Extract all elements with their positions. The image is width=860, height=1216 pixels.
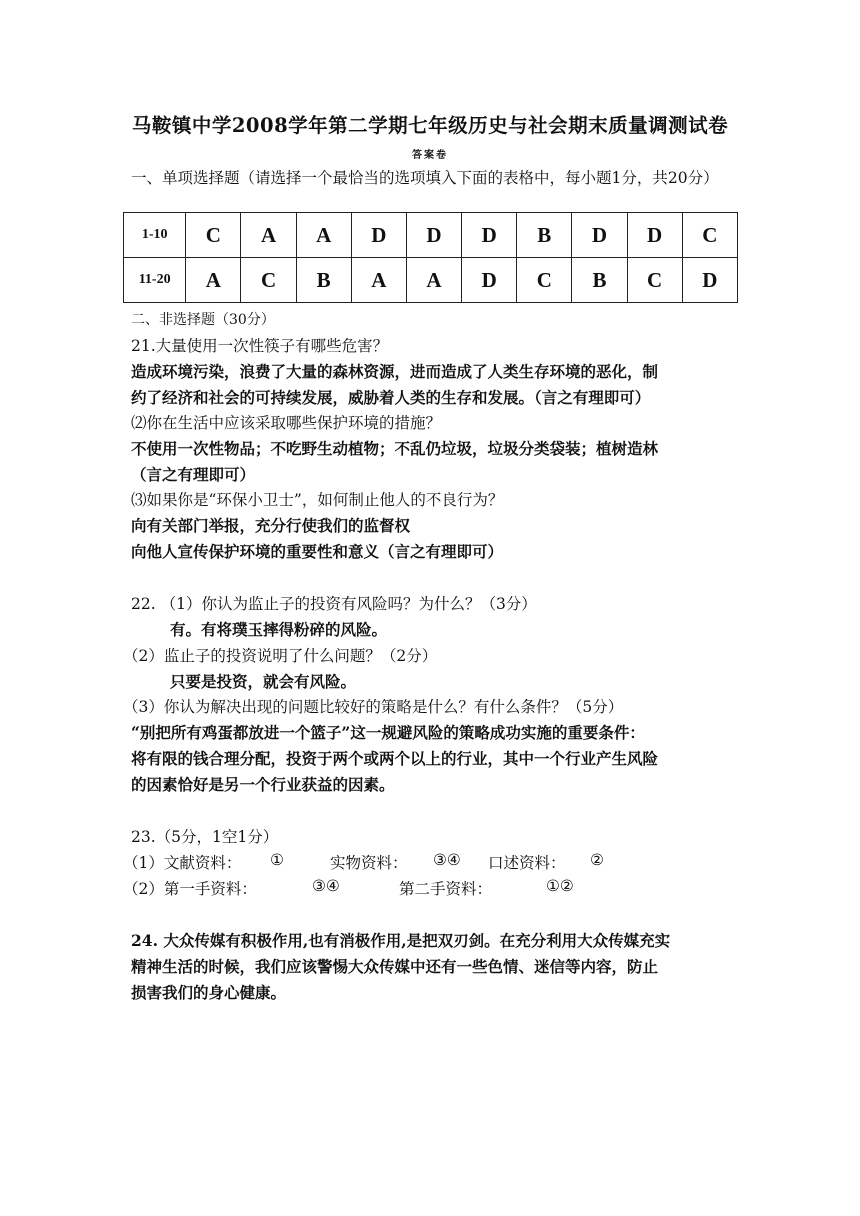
row-label: 11-20 bbox=[124, 258, 186, 303]
answer-cell: C bbox=[241, 258, 296, 303]
q23-row1-value3: ② bbox=[590, 851, 604, 869]
q21-question-2: ⑵你在生活中应该采取哪些保护环境的措施？ bbox=[131, 414, 442, 432]
answer-cell: A bbox=[241, 213, 296, 258]
answer-cell: A bbox=[406, 258, 461, 303]
q22-question-2: （2）监止子的投资说明了什么问题？（2分） bbox=[123, 647, 438, 665]
q21-question-3: ⑶如果你是“环保小卫士”，如何制止他人的不良行为？ bbox=[131, 491, 504, 509]
q23-row1-label3: 口述资料： bbox=[488, 854, 566, 872]
answer-cell: D bbox=[682, 258, 737, 303]
q22-answer-1: 有。有将璞玉摔得粉碎的风险。 bbox=[170, 620, 388, 639]
section1-heading: 一、单项选择题（请选择一个最恰当的选项填入下面的表格中，每小题1分，共20分） bbox=[131, 169, 719, 187]
q23-row1-value2: ③④ bbox=[433, 851, 461, 869]
answer-cell: B bbox=[572, 258, 627, 303]
answer-cell: D bbox=[462, 258, 517, 303]
answer-cell: C bbox=[186, 213, 241, 258]
answer-cell: B bbox=[517, 213, 572, 258]
q21-answer-3-line1: 向有关部门举报，充分行使我们的监督权 bbox=[131, 516, 411, 535]
answer-cell: D bbox=[627, 213, 682, 258]
answer-cell: C bbox=[627, 258, 682, 303]
answer-cell: C bbox=[517, 258, 572, 303]
answer-cell: B bbox=[296, 258, 351, 303]
page-subtitle: 答案卷 bbox=[412, 150, 448, 161]
answer-cell: C bbox=[682, 213, 737, 258]
answer-cell: A bbox=[351, 258, 406, 303]
q23-row2-label: （2）第一手资料： bbox=[123, 880, 257, 898]
answer-cell: D bbox=[406, 213, 461, 258]
q23-heading: 23.（5分，1空1分） bbox=[131, 828, 279, 846]
q21-question-1: 21.大量使用一次性筷子有哪些危害？ bbox=[131, 337, 389, 355]
row-label: 1-10 bbox=[124, 213, 186, 258]
q22-answer-3-line1: “别把所有鸡蛋都放进一个篮子”这一规避风险的策略成功实施的重要条件： bbox=[131, 723, 645, 742]
q24-answer-line2: 精神生活的时候，我们应该警惕大众传媒中还有一些色情、迷信等内容，防止 bbox=[131, 957, 659, 976]
answer-cell: A bbox=[186, 258, 241, 303]
q23-row1-label: （1）文献资料： bbox=[123, 854, 242, 872]
table-row bbox=[124, 258, 738, 303]
section2-heading: 二、非选择题（30分） bbox=[131, 312, 275, 328]
q23-row2-value1: ③④ bbox=[312, 877, 340, 895]
answer-cell: A bbox=[296, 213, 351, 258]
table-row bbox=[124, 213, 738, 258]
q22-answer-2: 只要是投资，就会有风险。 bbox=[170, 672, 357, 691]
q21-answer-1-line2: 约了经济和社会的可持续发展，威胁着人类的生存和发展。（言之有理即可） bbox=[131, 388, 651, 407]
q24-answer-line3: 损害我们的身心健康。 bbox=[131, 983, 287, 1002]
q22-question-3: （3）你认为解决出现的问题比较好的策略是什么？有什么条件？（5分） bbox=[123, 698, 624, 716]
page-title: 马鞍镇中学2008学年第二学期七年级历史与社会期末质量调测试卷 bbox=[131, 114, 729, 137]
q23-row1-label2: 实物资料： bbox=[330, 854, 408, 872]
q21-answer-3-line2: 向他人宣传保护环境的重要性和意义（言之有理即可） bbox=[131, 542, 504, 561]
q21-answer-2-line2: （言之有理即可） bbox=[131, 465, 256, 484]
q22-answer-3-line2: 将有限的钱合理分配，投资于两个或两个以上的行业，其中一个行业产生风险 bbox=[131, 749, 659, 768]
answer-cell: D bbox=[351, 213, 406, 258]
q23-row1-value1: ① bbox=[270, 851, 284, 869]
q23-row2-label2: 第二手资料： bbox=[399, 880, 493, 898]
q23-row2-value2: ①② bbox=[546, 877, 574, 895]
answer-cell: D bbox=[572, 213, 627, 258]
answer-cell: D bbox=[462, 213, 517, 258]
answer-table bbox=[123, 212, 738, 303]
q22-question-1: 22. （1）你认为监止子的投资有风险吗？为什么？（3分） bbox=[131, 595, 537, 613]
q22-answer-3-line3: 的因素恰好是另一个行业获益的因素。 bbox=[131, 775, 395, 794]
q21-answer-2-line1: 不使用一次性物品；不吃野生动植物；不乱仍垃圾，垃圾分类袋装；植树造林 bbox=[131, 439, 659, 458]
q21-answer-1-line1: 造成环境污染，浪费了大量的森林资源，进而造成了人类生存环境的恶化，制 bbox=[131, 362, 659, 381]
q24-answer-line1: 24. 大众传媒有积极作用,也有消极作用,是把双刃剑。在充分利用大众传媒充实 bbox=[131, 931, 671, 950]
